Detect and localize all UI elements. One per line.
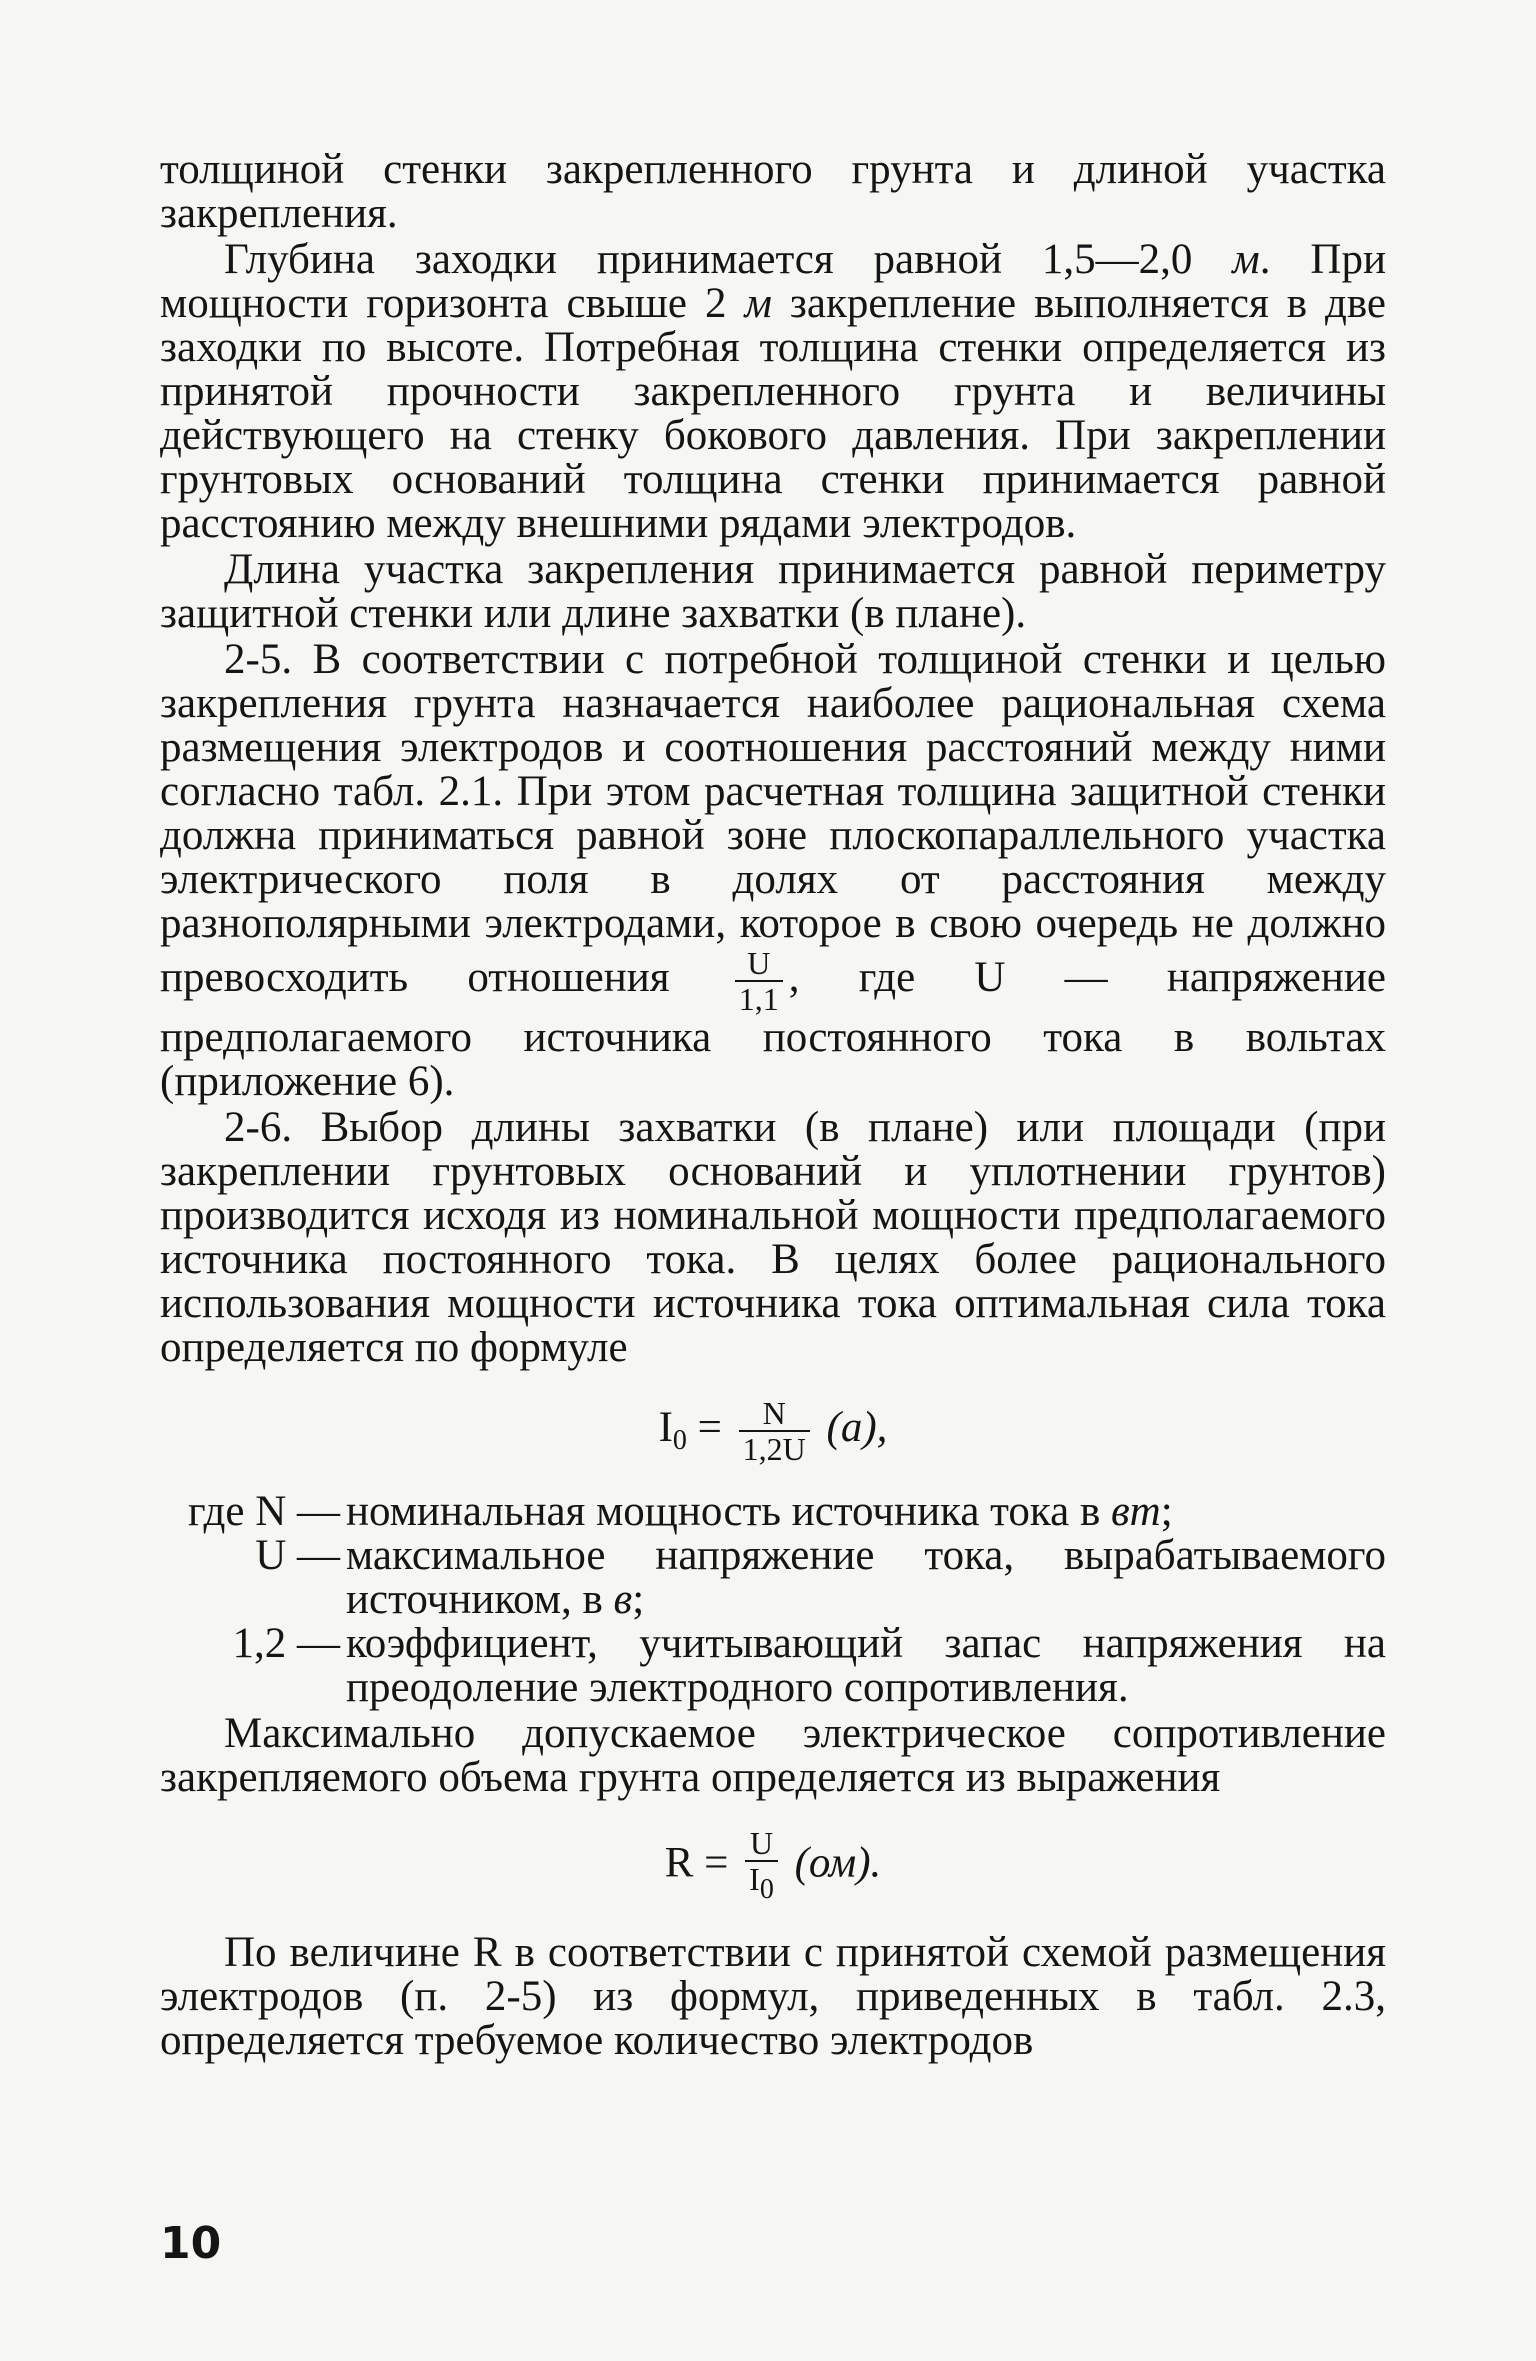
paragraph-2-6: 2-6. Выбор длины захватки (в плане) или площади (при закреплении грунтовых оснований и уплотнении грунтов) производится исходя из номинальной мощности предполагаемого источника постоянного тока. В целях более рационального использования мощности источника тока оптимальная сила тока определяется по формуле (160, 1104, 1386, 1371)
formula-resistance: R = $\frac{U}{I0}$ (ом). (664, 1825, 882, 1905)
definition-row: U — максимальное напряжение тока, вырабатываемого источником, в в; (255, 1532, 1386, 1623)
definitions-list (160, 1490, 1386, 1710)
fraction-u-over-1-1: $\frac{U}{1,1}$ (735, 946, 783, 1016)
fraction-n-over-1-2u: $\frac{N}{1,2U}$ (739, 1396, 810, 1466)
paragraph-length: Длина участка закрепления принимается равной периметру защитной стенки или длине захватки (в плане). (160, 546, 1386, 637)
paragraph-continuation: толщиной стенки закрепленного грунта и длиной участка закрепления. (160, 146, 1386, 237)
paragraph-2-5: 2-5. В соответствии с потребной толщиной стенки и целью закрепления грунта назначается наиболее рациональная схема размещения электродов и соотношения расстояний между ними согласно табл. 2.1. При этом расчетная толщина защитной стенки должна приниматься равной зоне плоскопараллельного участка электрического поля в долях от расстояния между разнополярными электродами, которое в свою очередь не должно превосходить отношения $\frac{U}{1,1}$ , где U — напряжение предполагаемого источника постоянного тока в вольтах (приложение 6). (160, 636, 1386, 1105)
paragraph-depth: Глубина заходки принимается равной 1,5—2,0 м. При мощности горизонта свыше 2 м закрепление выполняется в две заходки по высоте. Потребная толщина стенки определяется из принятой прочности закрепленного грунта и величины действующего на стенку бокового давления. При закреплении грунтовых оснований толщина стенки принимается равной расстоянию между внешними рядами электродов. (160, 236, 1387, 547)
definition-row: 1,2 — коэффициент, учитывающий запас напряжения на преодоление электродного сопротивления. (232, 1620, 1386, 1711)
formula-current: $I_0$ = $\frac{N}{1,2U}$ (а), (658, 1395, 888, 1467)
page-number: 10 (160, 2218, 222, 2269)
paragraph-resistance: Максимально допускаемое электрическое сопротивление закрепляемого объема грунта определяется из выражения (160, 1710, 1386, 1801)
paragraph-electrode-count: По величине R в соответствии с принятой схемой размещения электродов (п. 2-5) из формул, приведенных в табл. 2.3, определяется требуемое количество электродов (160, 1929, 1386, 2064)
fraction-u-over-i0: $\frac{U}{I0}$ (745, 1826, 778, 1907)
definition-row: где N — номинальная мощность источника тока в вт; (187, 1488, 1173, 1535)
